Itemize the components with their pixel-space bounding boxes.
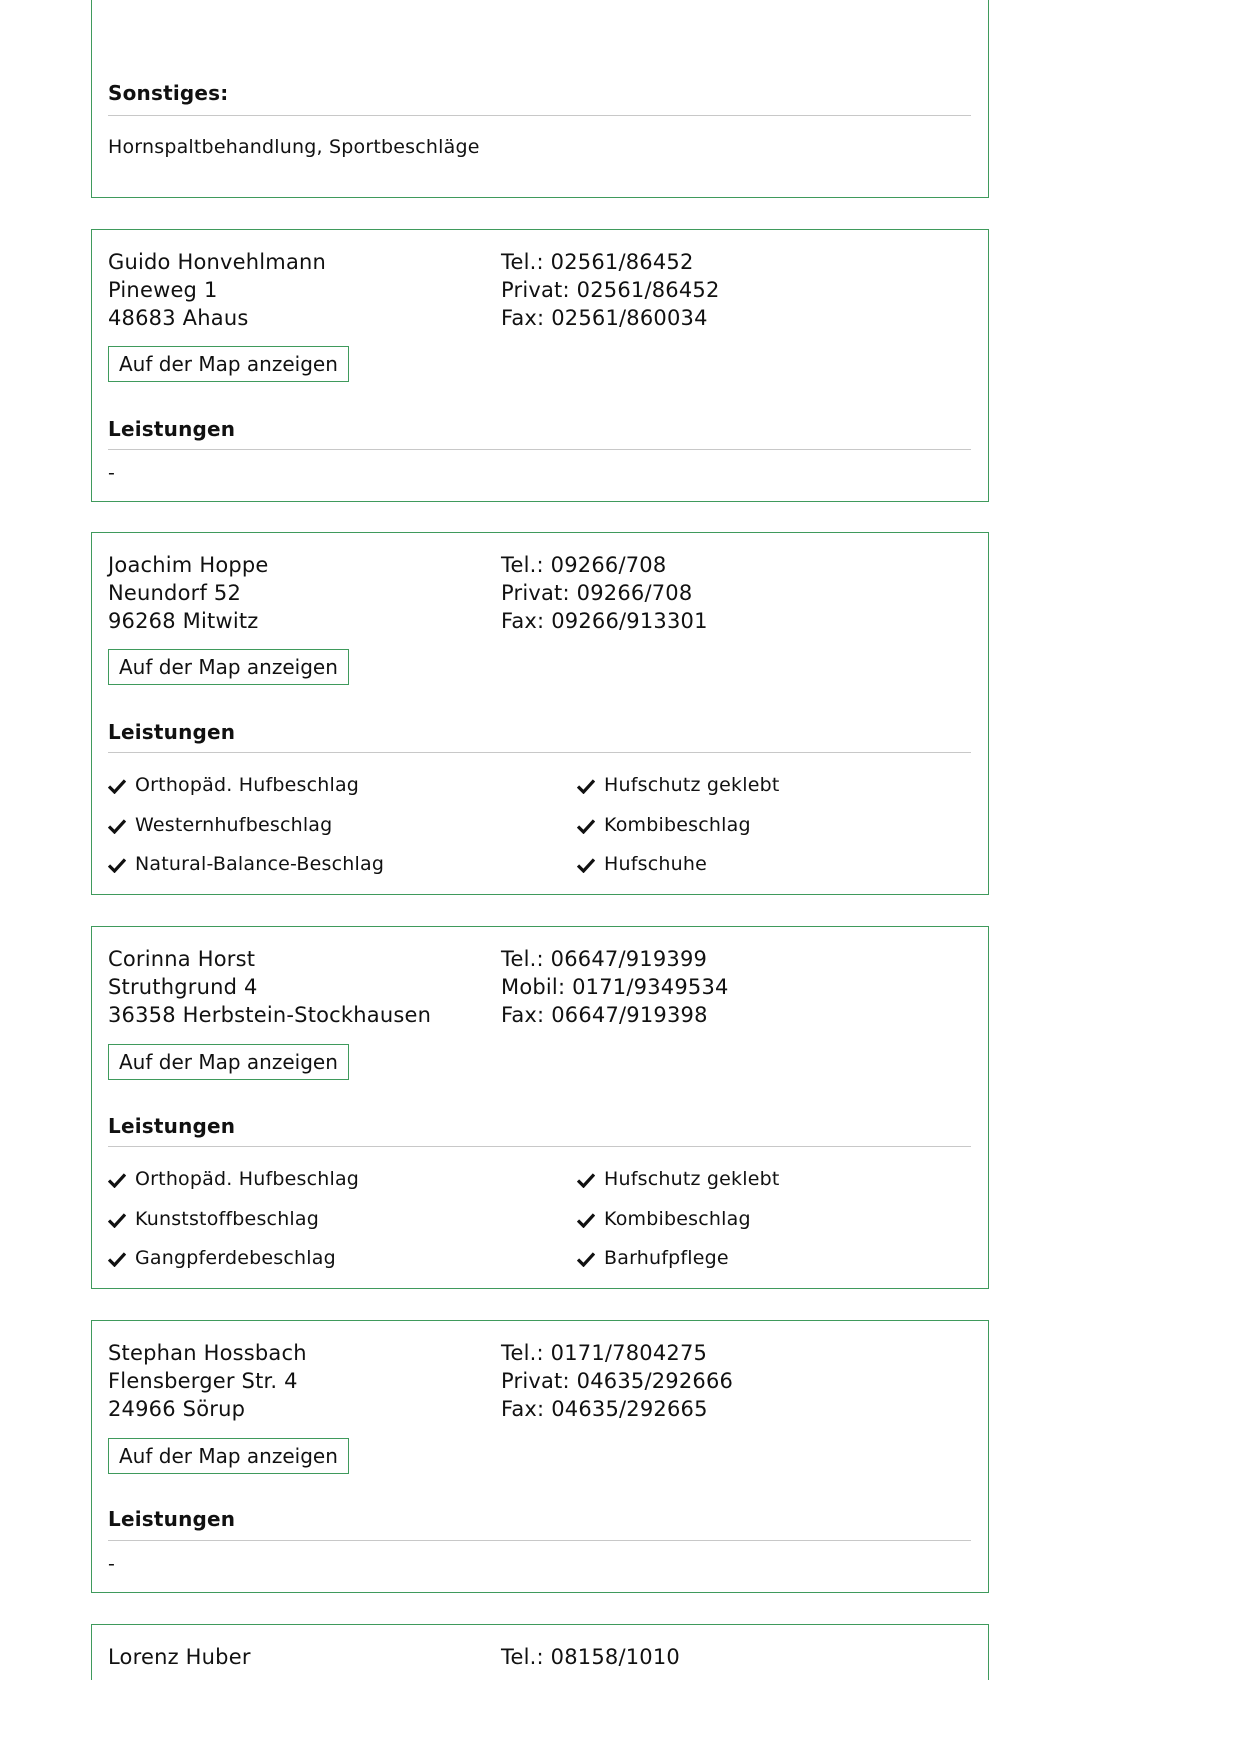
service-label: Barhufpflege — [604, 1247, 729, 1269]
provider-card-horst — [91, 926, 989, 1289]
divider — [108, 1540, 971, 1541]
phone-privat: Privat: 04635/292666 — [501, 1369, 734, 1393]
provider-card-hossbach — [91, 1320, 989, 1593]
service-label: Hufschutz geklebt — [604, 1168, 780, 1190]
check-icon — [577, 857, 595, 873]
address — [108, 551, 269, 635]
section-title-sonstiges: Sonstiges: — [108, 81, 229, 105]
services-title: Leistungen — [108, 1114, 236, 1138]
address — [108, 1643, 251, 1671]
sonstiges-text: Hornspaltbehandlung, Sportbeschläge — [108, 136, 480, 158]
service-label: Gangpferdebeschlag — [135, 1247, 336, 1269]
service-label: Kunststoffbeschlag — [135, 1208, 320, 1230]
show-on-map-button[interactable]: Auf der Map anzeigen — [108, 1438, 349, 1474]
check-icon — [108, 778, 126, 794]
phone-tel: Tel.: 09266/708 — [501, 553, 667, 577]
phone-fax: Fax: 04635/292665 — [501, 1397, 708, 1421]
show-on-map-button[interactable]: Auf der Map anzeigen — [108, 1044, 349, 1080]
address — [108, 248, 326, 332]
phone-numbers — [501, 1643, 680, 1671]
provider-city: 96268 Mitwitz — [108, 609, 259, 633]
phone-fax: Fax: 06647/919398 — [501, 1003, 708, 1027]
divider — [108, 449, 971, 450]
service-label: Hufschuhe — [604, 853, 707, 875]
show-on-map-button[interactable]: Auf der Map anzeigen — [108, 346, 349, 382]
services-title: Leistungen — [108, 1507, 236, 1531]
phone-numbers — [501, 945, 729, 1029]
provider-card-hoppe — [91, 532, 989, 895]
phone-fax: Fax: 02561/860034 — [501, 306, 708, 330]
divider — [108, 752, 971, 753]
divider — [108, 115, 971, 116]
page-bottom-margin — [0, 1680, 1240, 1754]
provider-name: Joachim Hoppe — [108, 553, 269, 577]
check-icon — [577, 1212, 595, 1228]
check-icon — [577, 818, 595, 834]
check-icon — [108, 857, 126, 873]
phone-privat: Privat: 02561/86452 — [501, 278, 720, 302]
provider-card-partial-top — [91, 0, 989, 198]
provider-name: Corinna Horst — [108, 947, 256, 971]
check-icon — [108, 1172, 126, 1188]
service-label: Kombibeschlag — [604, 814, 751, 836]
service-label: Natural-Balance-Beschlag — [135, 853, 385, 875]
check-icon — [577, 1172, 595, 1188]
provider-street: Pineweg 1 — [108, 278, 218, 302]
check-icon — [108, 1212, 126, 1228]
service-label: Orthopäd. Hufbeschlag — [135, 1168, 360, 1190]
service-label: Westernhufbeschlag — [135, 814, 333, 836]
provider-city: 36358 Herbstein-Stockhausen — [108, 1003, 432, 1027]
phone-numbers — [501, 248, 720, 332]
provider-card-honvehlmann — [91, 229, 989, 502]
check-icon — [108, 1251, 126, 1267]
show-on-map-button[interactable]: Auf der Map anzeigen — [108, 649, 349, 685]
phone-tel: Tel.: 08158/1010 — [501, 1645, 680, 1669]
services-empty: - — [108, 462, 116, 484]
check-icon — [577, 778, 595, 794]
service-label: Hufschutz geklebt — [604, 774, 780, 796]
provider-name: Guido Honvehlmann — [108, 250, 327, 274]
phone-numbers — [501, 551, 708, 635]
divider — [108, 1146, 971, 1147]
address — [108, 1339, 307, 1423]
phone-privat: Privat: 09266/708 — [501, 581, 693, 605]
phone-tel: Tel.: 06647/919399 — [501, 947, 708, 971]
phone-numbers — [501, 1339, 733, 1423]
provider-name: Lorenz Huber — [108, 1645, 251, 1669]
phone-tel: Tel.: 02561/86452 — [501, 250, 694, 274]
provider-street: Struthgrund 4 — [108, 975, 258, 999]
check-icon — [108, 818, 126, 834]
phone-mobil: Mobil: 0171/9349534 — [501, 975, 729, 999]
provider-city: 24966 Sörup — [108, 1397, 246, 1421]
services-title: Leistungen — [108, 720, 236, 744]
address — [108, 945, 431, 1029]
services-title: Leistungen — [108, 417, 236, 441]
services-empty: - — [108, 1553, 116, 1575]
check-icon — [577, 1251, 595, 1267]
phone-fax: Fax: 09266/913301 — [501, 609, 708, 633]
phone-tel: Tel.: 0171/7804275 — [501, 1341, 708, 1365]
provider-street: Flensberger Str. 4 — [108, 1369, 298, 1393]
provider-name: Stephan Hossbach — [108, 1341, 307, 1365]
provider-street: Neundorf 52 — [108, 581, 242, 605]
provider-city: 48683 Ahaus — [108, 306, 249, 330]
service-label: Orthopäd. Hufbeschlag — [135, 774, 360, 796]
service-label: Kombibeschlag — [604, 1208, 751, 1230]
